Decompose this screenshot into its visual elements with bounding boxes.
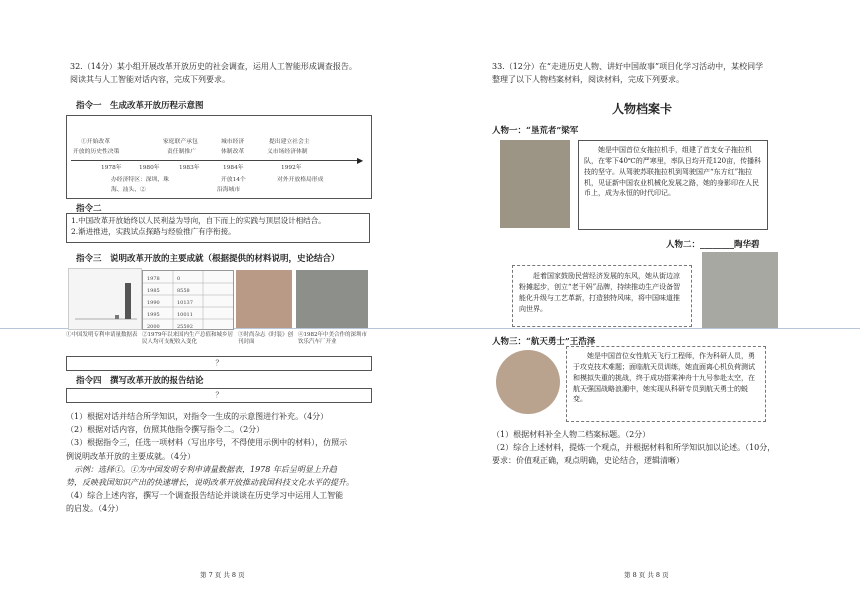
- table-value-cell: 8558: [177, 288, 190, 294]
- table-year-cell: 1990: [147, 300, 160, 306]
- q33-req-2b: 要求：价值观正确，观点明确，史论结合，逻辑清晰）: [492, 456, 684, 466]
- timeline-box: [66, 115, 372, 199]
- q32-example-b: 势，反映我国知识产出的快速增长，说明改革开放推动我国科技文化水平的提升。: [66, 477, 354, 487]
- q32-req-3a: （3）根据指令三，任选一项材料（写出序号，不得使用示例中的材料），仿照示: [66, 438, 348, 448]
- p3-title: 人物三：“航天勇士”王浩泽: [492, 337, 596, 347]
- caption-4: ④1982年中美合作的深圳市饮乐汽车厂开业: [298, 332, 367, 346]
- table-value-cell: 0: [177, 276, 181, 282]
- income-table-grid: [143, 271, 233, 329]
- q32-req-4a: （4）综合上述内容，撰写一个调查报告结论并谈谈在历史学习中运用人工智能: [66, 491, 344, 501]
- cmd2-heading: 指令二: [76, 204, 102, 214]
- material-3-photo: [236, 270, 292, 328]
- caption-2: ②1979年以来国内生产总值和城乡居民人均可支配收入变化: [142, 332, 233, 346]
- tl-top-3: 城市经济: [221, 139, 245, 145]
- cmd4-answer-box: ？: [66, 388, 372, 403]
- p2-text: 赶着国家鼓励民营经济发展的东风，她从街边凉粉摊起步，创立“老干妈”品牌，持续推动生产设备智能化升级与工艺革新，打造独特风味，将中国味道推向世界。: [519, 272, 681, 313]
- tl-top2-1: 开放的历史性决策: [73, 149, 120, 155]
- patent-chart: [69, 269, 141, 329]
- table-year-cell: 1978: [147, 276, 160, 282]
- tl-bottom-1: 办经济特区：深圳、珠: [111, 177, 169, 183]
- tl-top2-4: 义市场经济体制: [267, 149, 308, 155]
- cmd4-heading: 指令四 撰写改革开放的报告结论: [76, 376, 204, 386]
- cmd2-box: [66, 213, 370, 243]
- arrow-icon: ▶: [357, 156, 364, 165]
- tl-year-3: 1983年: [179, 165, 200, 171]
- card-title: 人物档案卡: [612, 102, 673, 116]
- p1-card: [578, 140, 768, 230]
- tl-top2-3: 体制改革: [221, 149, 245, 155]
- q33-requirements: [492, 428, 822, 468]
- caption-1: ①中国发明专利申请量数据表: [66, 332, 138, 338]
- p2-photo: [702, 252, 778, 328]
- cmd2-item-1: 1.中国改革开放始终以人民利益为导向，自下而上的实践与顶层设计相结合。: [71, 216, 326, 225]
- material-1-chart: [68, 268, 142, 330]
- page-footer-right: 第 8 页 共 8 页: [624, 571, 669, 579]
- q32-req-3b: 例说明改革开放的主要成就。（4分）: [66, 451, 196, 461]
- p3-text: 她是中国首位女性航天飞行工程师，作为科研人员，勇于攻克技术难题；面临航天员训练，她直面离心机负荷测试和模拟失重的挑战，终于成功搭乘神舟十九号参赴太空，在航天强国战略浪潮中，她实现从科研专员到航天勇士的蜕变。: [573, 352, 755, 404]
- q33-req-1: （1）根据材料补全人物二档案标题。（2分）: [492, 430, 651, 439]
- p1-photo: [500, 140, 570, 228]
- tl-year-4: 1984年: [223, 165, 244, 171]
- p2-title: 人物二：________陶华碧: [666, 240, 760, 250]
- p1-title: 人物一：“垦荒者”梁军: [492, 126, 579, 136]
- tl-top-4: 提出建立社会主: [269, 139, 310, 145]
- caption-3: ③时尚杂志《时装》创刊封面: [238, 332, 294, 346]
- timeline-axis: [71, 160, 361, 161]
- q32-req-1: （1）根据对话并结合所学知识，对指令一生成的示意图进行补充。（4分）: [66, 412, 329, 421]
- table-year-cell: 2000: [147, 324, 160, 329]
- p3-card: [566, 346, 766, 422]
- cmd3-heading: 指令三 说明改革开放的主要成就（根据提供的材料说明，史论结合）: [76, 254, 340, 264]
- cmd3-answer-box: ？: [66, 356, 372, 371]
- tl-bottom-2: 开放14个: [221, 177, 246, 183]
- q32-req-4b: 的启发。（4分）: [66, 504, 124, 514]
- p1-text: 她是中国首位女拖拉机手，组建了首支女子拖拉机队，在零下40℃的严寒里，率队日均开荒120亩，传播科技的坚守。从驾驶苏联拖拉机到驾驶国产“东方红”拖拉机，见证新中国农业机械化发展之路，她的身影印在人民币上，成为永恒的时代印记。: [584, 146, 762, 198]
- table-value-cell: 25592: [177, 324, 193, 329]
- tl-top-1: ①开始改革: [81, 139, 110, 145]
- material-2-table: [142, 270, 234, 330]
- tl-year-5: 1992年: [281, 165, 302, 171]
- tl-year-1: 1978年: [101, 165, 122, 171]
- cmd1-heading: 指令一 生成改革开放历程示意图: [76, 101, 204, 111]
- material-4-photo: [296, 270, 368, 328]
- table-year-cell: 1995: [147, 312, 160, 318]
- q32-requirements: [66, 410, 396, 516]
- p3-photo: [496, 350, 560, 414]
- table-value-cell: 10137: [177, 300, 193, 306]
- tl-top-2: 家庭联产承包: [163, 139, 198, 145]
- q32-req-2: （2）根据对话内容，仿照其他指令撰写指令二。（2分）: [66, 425, 265, 435]
- cmd2-item-2: 2.渐进推进，实践试点探路与经验推广有序衔接。: [71, 226, 236, 236]
- p2-card: [512, 265, 692, 327]
- page-footer-left: 第 7 页 共 8 页: [200, 571, 245, 579]
- q33-stem: 33.（12分）在“走进历史人物、讲好中国故事”项目化学习活动中，某校同学 整理了以下人物档案材料，阅读材料，完成下列要求。: [492, 62, 764, 85]
- tl-bottom-3: 对外开放格局形成: [277, 177, 324, 183]
- tl-bottom2-1: 海、汕头、②: [111, 187, 146, 193]
- q33-req-2a: （2）综合上述材料，提炼一个观点，并根据材料和所学知识加以论述。（10分，: [492, 443, 776, 453]
- table-year-cell: 1985: [147, 288, 160, 294]
- tl-year-2: 1980年: [139, 165, 160, 171]
- table-value-cell: 10011: [177, 312, 193, 318]
- q32-stem: 32.（14分）某小组开展改革开放历史的社会调查，运用人工智能形成调查报告。 阅读其与人工智能对话内容，完成下列要求。: [70, 62, 357, 85]
- tl-bottom2-2: 沿海城市: [217, 187, 241, 193]
- q32-example-a: 示例：选择①。①为中国发明专利申请量数据表，1978 年后呈明显上升趋: [74, 464, 337, 474]
- tl-top2-2: 责任制推广: [167, 149, 196, 155]
